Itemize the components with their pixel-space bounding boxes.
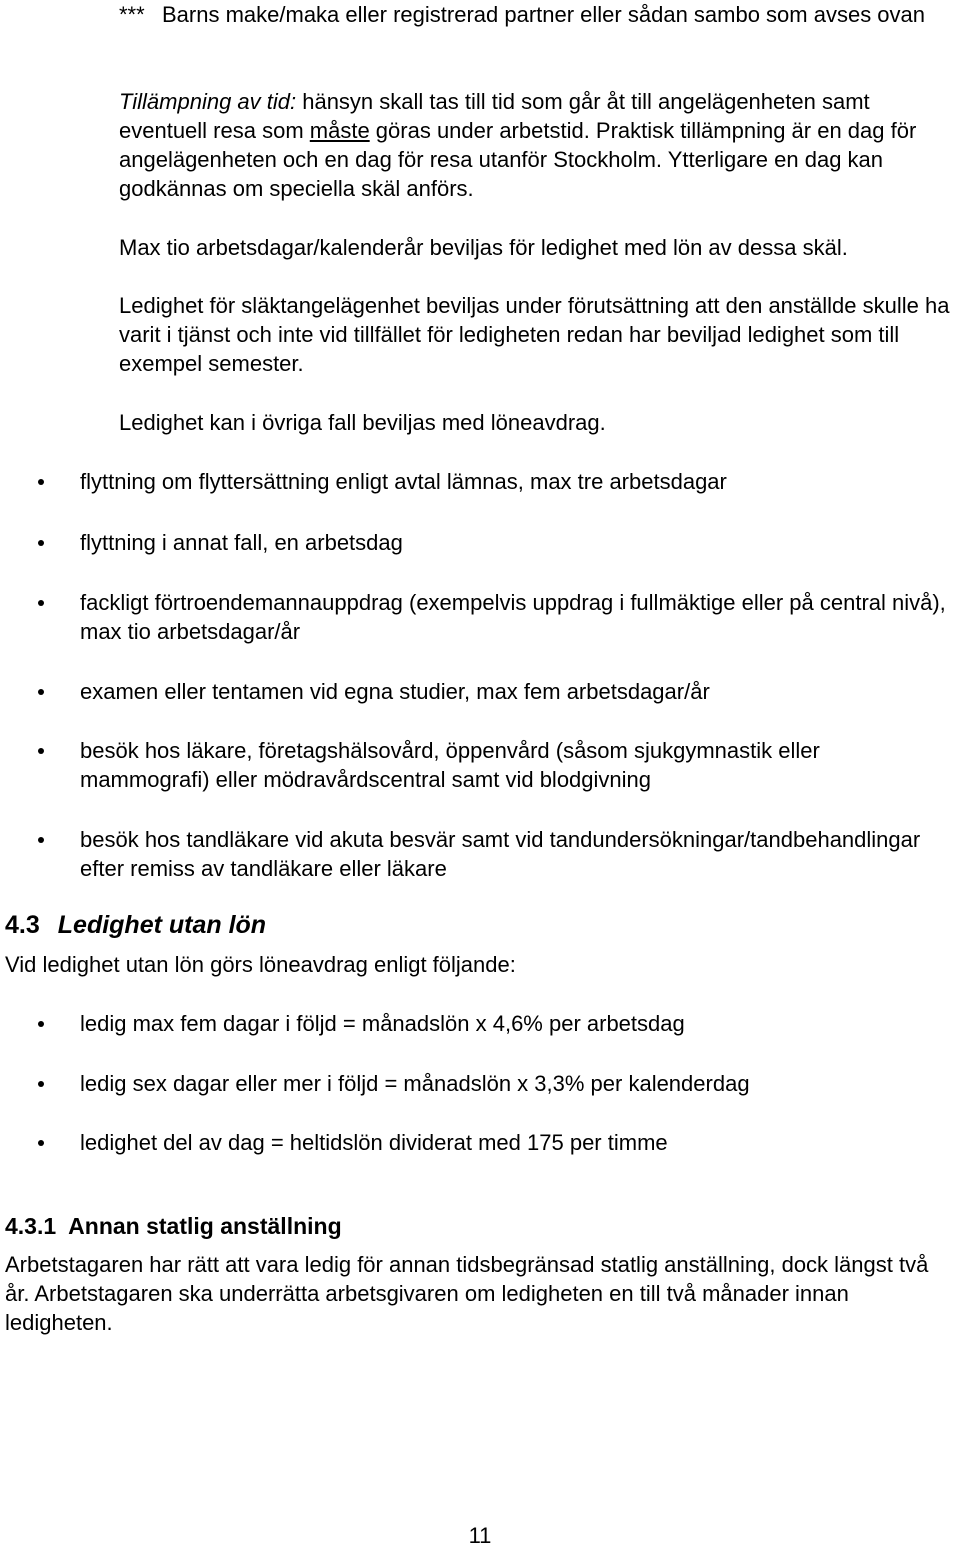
bullet-icon: [38, 1081, 44, 1087]
bullet-icon: [38, 540, 44, 546]
list-item: [0, 588, 960, 646]
time-application-label: Tillämpning av tid:: [119, 89, 297, 114]
bullet-icon: [38, 837, 44, 843]
relative-category-text: Barns make/maka eller registrerad partner eller sådan sambo som avses ovan: [162, 2, 926, 27]
list-item: [0, 1009, 960, 1038]
bullet-icon: [38, 479, 44, 485]
time-application-text-after: göras under arbetstid. Praktisk tillämpning är en dag för angelägenheten och en dag för resa utanför Stockholm. Ytterligare en dag kan godkännas om speciella skäl anförs.: [119, 118, 917, 201]
bullet-icon: [38, 689, 44, 695]
bullet-icon: [38, 748, 44, 754]
must-underlined: måste: [309, 118, 370, 143]
other-cases-paragraph: Ledighet kan i övriga fall beviljas med löneavdrag.: [119, 410, 606, 435]
list-item: [0, 825, 960, 883]
section-number: 4.3.1: [5, 1213, 57, 1239]
list-item-text: besök hos läkare, företagshälsovård, öppenvård (såsom sjukgymnastik eller mammografi) eller mödravårdscentral samt vid blodgivning: [80, 738, 820, 792]
time-application-text-before: hänsyn skall tas till tid som går åt till angelägenheten samt eventuell resa som: [119, 89, 870, 143]
section-heading-4-3-1: [5, 1212, 342, 1241]
list-item-text: ledig max fem dagar i följd = månadslön x 4,6% per arbetsdag: [80, 1011, 685, 1036]
list-item-text: flyttning om flyttersättning enligt avtal lämnas, max tre arbetsdagar: [80, 469, 727, 494]
list-item-text: fackligt förtroendemannauppdrag (exempelvis uppdrag i fullmäktige eller på central nivå), max tio arbetsdagar/år: [80, 590, 946, 644]
list-item: [0, 467, 960, 496]
list-item: [0, 736, 960, 794]
list-item-text: flyttning i annat fall, en arbetsdag: [80, 530, 403, 555]
time-application-paragraph: [119, 87, 957, 203]
list-item: [0, 528, 960, 557]
list-item-text: ledig sex dagar eller mer i följd = månadslön x 3,3% per kalenderdag: [80, 1071, 750, 1096]
footnote-stars: ***: [119, 2, 145, 27]
section-title: Ledighet utan lön: [57, 911, 267, 939]
list-item: [0, 677, 960, 706]
section-number: 4.3: [5, 911, 40, 939]
max-days-paragraph: Max tio arbetsdagar/kalenderår beviljas för ledighet med lön av dessa skäl.: [119, 235, 848, 260]
bullet-icon: [38, 600, 44, 606]
section-heading-4-3: [5, 910, 266, 940]
family-matter-paragraph: Ledighet för släktangelägenhet beviljas under förutsättning att den anställde skulle ha varit i tjänst och inte vid tillfället för ledigheten redan har beviljad ledighet som till exempel semester.: [119, 293, 950, 376]
list-item: [0, 1128, 960, 1157]
bullet-icon: [38, 1021, 44, 1027]
list-item-text: examen eller tentamen vid egna studier, max fem arbetsdagar/år: [80, 679, 710, 704]
relative-category-line: [119, 0, 949, 29]
section-title: Annan statlig anställning: [68, 1213, 342, 1239]
section-body: Arbetstagaren har rätt att vara ledig för annan tidsbegränsad statlig anställning, dock längst två år. Arbetstagaren ska underrätta arbetsgivaren om ledigheten en till två månader innan ledigheten.: [5, 1252, 929, 1335]
list-item-text: besök hos tandläkare vid akuta besvär samt vid tandundersökningar/tandbehandlingar efter remiss av tandläkare eller läkare: [80, 827, 921, 881]
list-item: [0, 1069, 960, 1098]
bullet-icon: [38, 1140, 44, 1146]
page-number: 11: [468, 1523, 492, 1548]
section-intro: Vid ledighet utan lön görs löneavdrag enligt följande:: [5, 952, 516, 977]
list-item-text: ledighet del av dag = heltidslön dividerat med 175 per timme: [80, 1130, 668, 1155]
